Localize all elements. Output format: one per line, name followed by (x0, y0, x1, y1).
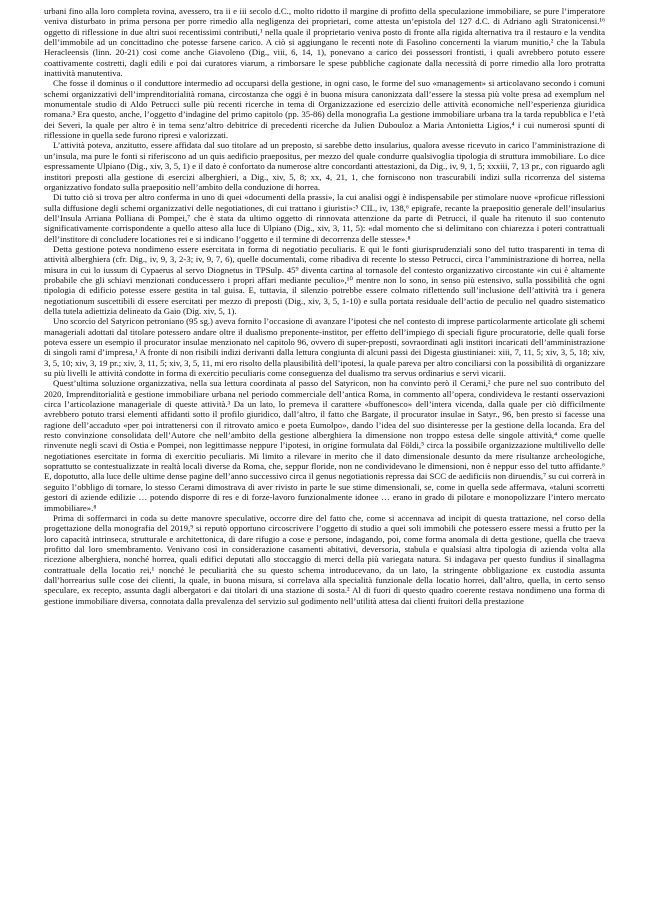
paragraph-3: L’attività poteva, anzitutto, essere affidata dal suo titolare ad un preposto, si sarebbe detto insularius, qualora avesse ricevuto in carico l’amministrazione di un’insula, ma pure le fonti si riferiscono ad un quis aedificio praepositus, per mezzo del quale condurre qualsivoglia tipologia di struttura immobiliare. Lo dice espressamente Ulpiano (Dig., xiv, 3, 5, 1) e il dato è confortato da numerose altre concordanti attestazioni, da Dig., iv, 9, 1, 5; xxxiii, 7, 13 pr., con riguardo agli institori preposti alla gestione di esercizi alberghieri, a Dig., xiv, 5, 8; xx, 4, 21, 1, che forniscono non trascurabili indizi sulla ricorrenza del sistema organizzativo fondato sulla praepositio nell’ambito della conduzione di horrea. (44, 140, 605, 192)
paragraph-6: Uno scorcio del Satyricon petroniano (95 sg.) aveva fornito l’occasione di avanzare l’ipotesi che nel contesto di imprese particolarmente articolate gli schemi manageriali adottati dal titolare potessero andare oltre il dualismo preponente-institor, per effetto dell’impiego di speciali figure procuratorie, delle quali forse poteva essere un esempio il procurator insulae menzionato nel capitolo 96, ovvero di super-preposti, sovraordinati agli institori incaricati dell’amministrazione di singoli rami d’impresa,¹ A fronte di non risibili indizi derivanti dalla lettura congiunta di alcuni passi dei Digesta giustinianei: xiii, 7, 11, 5; xiv, 3, 5, 18; xiv, 3, 5, 10; xiv, 3, 19 pr.; xiv, 3, 11, 5; xiv, 3, 5, 11, mi ero risolto della plausibilità dell’ipotesi, la quale pareva per altro conciliarsi con la possibilità di organizzare su più livelli le attività condotte in forma di exercitio peculiaris come conseguenza del dualismo tra servus ordinarius e servi vicarii. (44, 316, 605, 379)
paragraph-2: Che fosse il dominus o il conduttore intermedio ad occuparsi della gestione, in ogni caso, le forme del suo «management» si articolavano secondo i comuni schemi organizzativi dell’imprenditorialità romana, circostanza che oggi è in buona misura canonizzata dall’essere la stessa più volte presa ad exemplum nel monumentale studio di Aldo Petrucci sulle più recenti ricerche in tema di Organizzazione ed esercizio delle attività economiche nell’esperienza giuridica romana.³ Era questo, anche, l’oggetto d’indagine del primo capitolo (pp. 35-86) della monografia La gestione immobiliare urbana tra la tarda repubblica e l’età dei Severi, la quale per altro è in tema senz’altro debitrice di precedenti ricerche da Julien Dubouloz a Maria Antonietta Ligios,⁴ i cui numerosi spunti di riflessione in quella sede furono ripresi e valorizzati. (44, 78, 605, 141)
paragraph-5: Detta gestione poteva nondimeno essere esercitata in forma di negotiatio peculiaris. E qui le fonti giurisprudenziali sono del tutto trasparenti in tema di attività alberghiera (cfr. Dig., iv, 9, 3, 2-3; iv, 9, 7, 6), quelle documentali, come ribadiva di recente lo stesso Petrucci, circa l’amministrazione di horrea, nella misura in cui lo iussum di Cypaerus al servo Diognetus in TPSulp. 45⁹ diventa cartina al tornasole del contesto organizzativo circostante «in cui è altamente probabile che gli schiavi menzionati conducessero i propri affari mediante peculio»,¹⁰ mentre non lo sono, in senso più estensivo, sulla possibilità che ogni tipologia di edificio potesse essere gestita in tal guisa. E, tuttavia, il silenzio potrebbe essere colmato riflettendo sull’inclusione dell’attività tra i genera negotiationum suscettibili di essere esercitati per mezzo di preposti (Dig., xiv, 3, 5, 1-10) e sulla portata residuale dell’actio de peculio nel quadro sistematico della tutela adiettizia delineato da Gaio (Dig. xiv, 5, 1). (44, 243, 605, 316)
paragraph-8: Prima di soffermarci in coda su dette manovre speculative, occorre dire del fatto che, come si accennava ad incipit di questa trattazione, nel corso della progettazione della monografia del 2019,⁹ si reputò opportuno circoscrivere l’oggetto di studio a quei soli immobili che potessero essere messi a frutto per la loro capacità intrinseca, strutturale e architettonica, di dare rifugio a cose e persone, indagando, poi, come forma anomala di detta gestione, quella che traeva profitto dal loro smembramento. Venivano così in considerazione casamenti abitativi, deversoria, stabula e qualsiasi altra tipologia di azienda volta alla ricezione alberghiera, nonché horrea, quali edifici deputati allo stoccaggio di merci della più variegata natura. Si indagava per questo fundius il sinallagma contrattuale della locatio rei,¹ nonché le peculiarità che su questo schema introducevano, da un lato, la stringente obbligazione ex custodia assunta dall’horrearius sulle cose dei clienti, la quale, in buona misura, si correlava alla specialità funzionale della locatio horrei, dall’altro, quella, in certo senso speculare, ex recepto, assunta dagli albergatori e dai titolari di una stazione di sosta.² Al di fuori di questo quadro coerente restava nondimeno una forma di gestione immobiliare diversa, connotata dalla prevalenza del servizio sul godimento nell’utilità attesa dai clienti fruitori della prestazione (44, 512, 605, 606)
paragraph-1: urbani fino alla loro completa rovina, avessero, tra ii e iii secolo d.C., molto ridotto il margine di profitto della speculazione immobiliare, se pure l’imperatore veniva disturbato in prima persona per porre rimedio alla negligenza dei proprietari, come attesta un’epistola del 127 d.C. di Adriano agli Stratonicensi.¹⁶ oggetto di riflessione in due altri suoi recentissimi contributi,¹ nella quale il proprietario veniva posto di fronte alla rigida alternativa tra il restauro e la vendita dell’immobile ad un concittadino che potesse farsene carico. A ciò si aggiungano le recenti note di Fasolino concernenti la viarum munitio,² che la Tabula Heracleensis (linn. 20-21) così come anche Giavoleno (Dig., viii, 6, 14, 1), ponevano a carico dei possessori frontisti, i quali avrebbero potuto essere coattivamente costretti, dagli edili e poi dai curatores viarum, a rimborsare le spese pubbliche cagionate dalla necessità di porre rimedio alla loro protratta inattività manutentiva. (44, 6, 605, 79)
paragraph-4: Di tutto ciò si trova per altro conferma in uno di quei «documenti della prassi», la cui analisi oggi è indispensabile per stimolare nuove «proficue riflessioni sulla diffusione degli schemi organizzativi delle negotiationes, di cui trattano i giuristi»:⁵ CIL, iv, 138,⁶ epigrafe, recante la praepositio generale dell’insularius dell’Insula Arriana Polliana di Pompei,⁷ che è stata da ultimo oggetto di rinnovata attenzione da parte di Petrucci, il quale ha ritenuto il suo contenuto significativamente corrispondente a quello atteso alla luce di Ulpiano (Dig., xiv, 3, 11, 5): «dal momento che si delimitano con chiarezza i poteri contrattuali dell’institore di concludere locationes rei e si indicano l’oggetto e il termine di decorrenza delle stesse».⁸ (44, 192, 605, 244)
paragraph-7: Quest’ultima soluzione organizzativa, nella sua lettura coordinata al passo del Satyricon, non ha convinto però il Cerami,² che pure nel suo contributo del 2020, Imprenditorialità e gestione immobiliare urbana nel periodo commerciale dell’antica Roma, in commento all’opera, condivideva le restanti osservazioni circa l’articolazione manageriale di queste attività.³ Da un lato, lo premeva il carattere «buffonesco» dell’intera vicenda, dalla quale per ciò difficilmente avrebbero potuto trarsi elementi affidanti sotto il profilo giuridico, dall’altro, il fatto che Bargate, il procurator insulae in Satyr., 96, ben presto si facesse una ragione dell’accaduto «per poi intrattenersi con il ritrovato amico e poeta Eumolpo», dando l’idea del suo disinteresse per la gestione della locanda. Era del resto convinzione consolidata dell’Autore che nell’ambito della gestione alberghiera la dimensione non troppo estesa delle singole attività,⁴ come quelle rinvenute negli scavi di Ostia e Pompei, non legittimasse neppure l’ipotesi, in origine formulata dal Földi,⁵ circa la possibile organizzazione multilivello delle negotiationes esercitate in forma di exercitio peculiaris. Mi limito a rilevare in merito che il dato dimensionale desunto da mere risultanze archeologiche, soprattutto se contestualizzate in realtà locali diverse da Roma, che, seppur floride, non ne condividevano le dimensioni, non è neppur esso del tutto affidante.⁶ E, dopotutto, alla luce delle ultime dense pagine dell’anno successivo circa il genus negotiationis repressa dai SCC de aedificiis non diruendis,⁷ su cui correrà in seguito l’obbligo di tornare, lo stesso Cerami dimostrava di aver rivisto in parte le sue stime dimensionali, se, come in quella sede affermava, «taluni scorretti gestori di aziende edilizie … potendo disporre di res e di forze-lavoro funzionalmente idonee … erano in grado di pilotare e monopolizzare l’intero mercato immobiliare».⁸ (44, 378, 605, 513)
